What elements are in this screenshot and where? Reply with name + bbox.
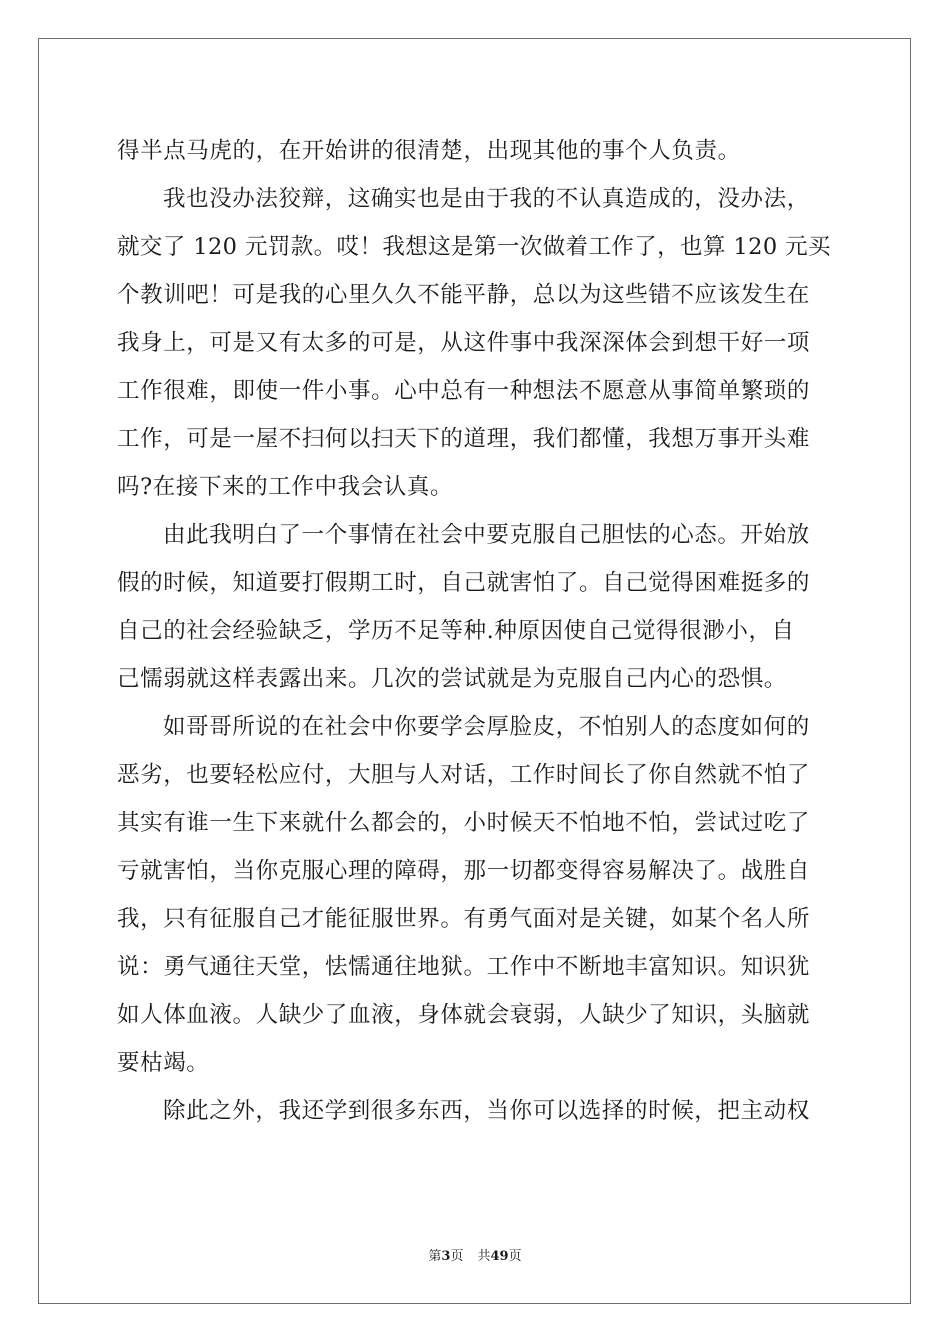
text-line-7: 工作，可是一屋不扫何以扫天下的道理，我们都懂，我想万事开头难 [117, 426, 811, 452]
text-line-9: 由此我明白了一个事情在社会中要克服自己胆怯的心态。开始放 [163, 522, 810, 548]
text-line-18: 说：勇气通往天堂，怯懦通往地狱。工作中不断地丰富知识。知识犹 [117, 954, 811, 980]
text-line-3: 就交了 120 元罚款。哎！我想这是第一次做着工作了，也算 120 元买 [117, 234, 831, 260]
text-line-20: 要枯竭。 [117, 1050, 210, 1076]
page-prefix: 第 [428, 1249, 442, 1264]
text-line-13: 如哥哥所说的在社会中你要学会厚脸皮，不怕别人的态度如何的 [163, 714, 810, 740]
total-pages: 49 [490, 1249, 509, 1264]
total-suffix: 页 [508, 1249, 522, 1264]
text-line-5: 我身上，可是又有太多的可是，从这件事中我深深体会到想干好一项 [117, 330, 811, 356]
text-line-2: 我也没办法狡辩，这确实也是由于我的不认真造成的，没办法， [163, 186, 810, 212]
text-line-14: 恶劣，也要轻松应付，大胆与人对话，工作时间长了你自然就不怕了 [117, 762, 811, 788]
page-suffix: 页 [450, 1249, 464, 1264]
text-line-12: 己懦弱就这样表露出来。几次的尝试就是为克服自己内心的恐惧。 [117, 666, 787, 692]
page-footer [0, 1245, 950, 1264]
text-line-4: 个教训吧！可是我的心里久久不能平静，总以为这些错不应该发生在 [117, 282, 811, 308]
text-line-19: 如人体血液。人缺少了血液，身体就会衰弱，人缺少了知识，头脑就 [117, 1002, 811, 1028]
page-number: 3 [441, 1249, 451, 1264]
text-line-16: 亏就害怕，当你克服心理的障碍，那一切都变得容易解决了。战胜自 [117, 858, 811, 884]
text-line-15: 其实有谁一生下来就什么都会的，小时候天不怕地不怕，尝试过吃了 [117, 810, 811, 836]
total-prefix: 共 [477, 1249, 491, 1264]
text-line-17: 我，只有征服自己才能征服世界。有勇气面对是关键，如某个名人所 [117, 906, 811, 932]
text-line-11: 自己的社会经验缺乏，学历不足等种.种原因使自己觉得很渺小，自 [117, 618, 795, 644]
text-line-21: 除此之外，我还学到很多东西，当你可以选择的时候，把主动权 [163, 1098, 810, 1124]
text-line-8: 吗?在接下来的工作中我会认真。 [117, 474, 454, 500]
text-line-1: 得半点马虎的，在开始讲的很清楚，出现其他的事个人负责。 [117, 138, 741, 164]
text-line-6: 工作很难，即使一件小事。心中总有一种想法不愿意从事简单繁琐的 [117, 378, 811, 404]
text-line-10: 假的时候，知道要打假期工时，自己就害怕了。自己觉得困难挺多的 [117, 570, 811, 596]
document-body [117, 127, 835, 1135]
